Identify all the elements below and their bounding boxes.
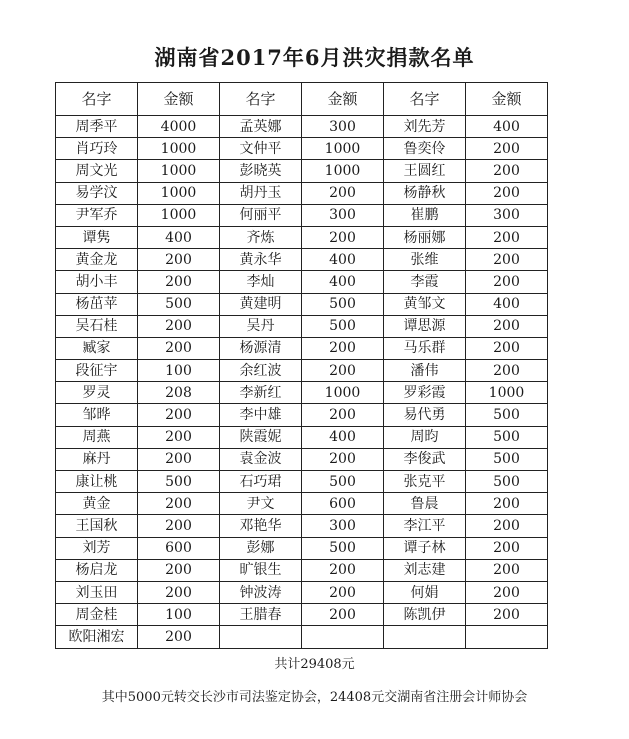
donation-amount-cell: 200 xyxy=(138,493,220,515)
donation-amount-cell: 200 xyxy=(302,448,384,470)
donation-amount-cell: 200 xyxy=(466,315,548,337)
table-row xyxy=(56,426,548,448)
donation-amount-cell: 200 xyxy=(138,249,220,271)
donor-name-cell: 鲁晨 xyxy=(384,493,466,515)
donation-amount-cell: 1000 xyxy=(302,160,384,182)
table-row xyxy=(56,448,548,470)
donor-name-cell: 杨源清 xyxy=(220,337,302,359)
table-row xyxy=(56,337,548,359)
donation-amount-cell: 200 xyxy=(138,581,220,603)
donor-name-cell: 潘伟 xyxy=(384,360,466,382)
donor-name-cell: 周季平 xyxy=(56,116,138,138)
donor-name-cell: 李中雄 xyxy=(220,404,302,426)
donor-name-cell: 周金桂 xyxy=(56,604,138,626)
header-amount-2: 金额 xyxy=(302,83,384,116)
donor-name-cell: 齐炼 xyxy=(220,226,302,248)
donor-name-cell: 欧阳湘宏 xyxy=(56,626,138,648)
donation-amount-cell: 4000 xyxy=(138,116,220,138)
table-row xyxy=(56,160,548,182)
table-header-row xyxy=(56,83,548,116)
table-row xyxy=(56,138,548,160)
donor-name-cell: 杨启龙 xyxy=(56,559,138,581)
donor-name-cell: 刘先芳 xyxy=(384,116,466,138)
donor-name-cell: 鲁奕伶 xyxy=(384,138,466,160)
donor-name-cell: 王国秋 xyxy=(56,515,138,537)
donor-name-cell: 刘玉田 xyxy=(56,581,138,603)
donor-name-cell: 黄建明 xyxy=(220,293,302,315)
donation-amount-cell: 200 xyxy=(138,559,220,581)
donation-amount-cell: 500 xyxy=(466,426,548,448)
table-row xyxy=(56,404,548,426)
page-title: 湖南省2017年6月洪灾捐款名单 xyxy=(154,45,475,70)
donation-amount-cell: 500 xyxy=(138,471,220,493)
donation-amount-cell: 200 xyxy=(466,182,548,204)
table-row xyxy=(56,226,548,248)
table-row xyxy=(56,559,548,581)
donor-name-cell: 吴丹 xyxy=(220,315,302,337)
donor-name-cell: 钟波涛 xyxy=(220,581,302,603)
donation-amount-cell: 200 xyxy=(138,448,220,470)
donor-name-cell: 周文光 xyxy=(56,160,138,182)
donation-amount-cell: 200 xyxy=(302,404,384,426)
table-row xyxy=(56,604,548,626)
donor-name-cell: 李江平 xyxy=(384,515,466,537)
donation-amount-cell: 500 xyxy=(302,471,384,493)
allocation-note: 其中5000元转交长沙市司法鉴定协会，24408元交湖南省注册会计师协会 xyxy=(101,690,528,705)
table-row xyxy=(56,626,548,648)
donor-name-cell: 邓艳华 xyxy=(220,515,302,537)
donor-name-cell: 尹军乔 xyxy=(56,204,138,226)
donor-name-cell: 谭隽 xyxy=(56,226,138,248)
donation-amount-cell: 200 xyxy=(138,515,220,537)
donor-name-cell: 罗灵 xyxy=(56,382,138,404)
table-row xyxy=(56,293,548,315)
header-name-1: 名字 xyxy=(56,83,138,116)
donation-amount-cell: 500 xyxy=(302,315,384,337)
donation-amount-cell: 200 xyxy=(466,493,548,515)
donation-amount-cell: 300 xyxy=(302,116,384,138)
donor-name-cell: 袁金波 xyxy=(220,448,302,470)
donor-name-cell: 黄金 xyxy=(56,493,138,515)
donor-name-cell xyxy=(220,626,302,648)
donation-amount-cell: 1000 xyxy=(138,160,220,182)
donor-name-cell: 谭思源 xyxy=(384,315,466,337)
donation-amount-cell: 400 xyxy=(138,226,220,248)
table-row xyxy=(56,581,548,603)
donor-name-cell: 胡丹玉 xyxy=(220,182,302,204)
table-row xyxy=(56,271,548,293)
donor-name-cell: 李新红 xyxy=(220,382,302,404)
donor-name-cell: 何娟 xyxy=(384,581,466,603)
donation-amount-cell: 100 xyxy=(138,604,220,626)
donation-amount-cell: 200 xyxy=(466,226,548,248)
table-row xyxy=(56,471,548,493)
header-amount-3: 金额 xyxy=(466,83,548,116)
donor-name-cell: 邹晔 xyxy=(56,404,138,426)
donor-name-cell: 易代勇 xyxy=(384,404,466,426)
donation-amount-cell: 300 xyxy=(302,515,384,537)
total-text: 共计29408元 xyxy=(274,657,355,672)
donor-name-cell: 臧家 xyxy=(56,337,138,359)
donor-name-cell: 谭子林 xyxy=(384,537,466,559)
donor-name-cell: 段征宇 xyxy=(56,360,138,382)
donation-amount-cell: 200 xyxy=(466,360,548,382)
donor-name-cell: 肖巧玲 xyxy=(56,138,138,160)
donor-name-cell: 杨丽娜 xyxy=(384,226,466,248)
donation-amount-cell: 500 xyxy=(302,537,384,559)
header-name-3: 名字 xyxy=(384,83,466,116)
donor-name-cell: 杨静秋 xyxy=(384,182,466,204)
donation-amount-cell: 200 xyxy=(466,337,548,359)
donor-name-cell: 马乐群 xyxy=(384,337,466,359)
donation-amount-cell: 1000 xyxy=(466,382,548,404)
donation-amount-cell: 600 xyxy=(302,493,384,515)
donation-amount-cell: 400 xyxy=(302,271,384,293)
donor-name-cell: 陕霞妮 xyxy=(220,426,302,448)
donation-amount-cell: 200 xyxy=(466,138,548,160)
table-row xyxy=(56,537,548,559)
donation-amount-cell: 500 xyxy=(466,471,548,493)
donor-name-cell: 何丽平 xyxy=(220,204,302,226)
donation-amount-cell: 1000 xyxy=(302,382,384,404)
donation-amount-cell xyxy=(466,626,548,648)
donor-name-cell: 孟英娜 xyxy=(220,116,302,138)
donor-name-cell: 王腊春 xyxy=(220,604,302,626)
donation-amount-cell: 400 xyxy=(466,293,548,315)
table-row xyxy=(56,204,548,226)
donation-amount-cell: 500 xyxy=(466,404,548,426)
donor-name-cell: 余红波 xyxy=(220,360,302,382)
donation-amount-cell: 1000 xyxy=(138,138,220,160)
donor-name-cell: 周昀 xyxy=(384,426,466,448)
donation-amount-cell: 200 xyxy=(466,604,548,626)
donation-amount-cell: 400 xyxy=(302,249,384,271)
donation-amount-cell: 200 xyxy=(302,337,384,359)
donation-amount-cell: 200 xyxy=(466,559,548,581)
table-row xyxy=(56,515,548,537)
donation-amount-cell: 200 xyxy=(466,160,548,182)
donor-name-cell: 麻丹 xyxy=(56,448,138,470)
donation-amount-cell: 200 xyxy=(466,581,548,603)
donation-amount-cell: 200 xyxy=(302,226,384,248)
donation-amount-cell: 200 xyxy=(302,581,384,603)
donor-name-cell: 彭晓英 xyxy=(220,160,302,182)
donor-name-cell: 文仲平 xyxy=(220,138,302,160)
donor-name-cell: 康让桃 xyxy=(56,471,138,493)
donation-amount-cell: 300 xyxy=(302,204,384,226)
donation-amount-cell: 200 xyxy=(466,249,548,271)
donation-amount-cell: 1000 xyxy=(138,204,220,226)
donation-amount-cell: 1000 xyxy=(138,182,220,204)
donation-amount-cell: 200 xyxy=(138,626,220,648)
donor-name-cell: 旷银生 xyxy=(220,559,302,581)
donation-amount-cell: 300 xyxy=(466,204,548,226)
table-row xyxy=(56,116,548,138)
donation-amount-cell: 100 xyxy=(138,360,220,382)
table-row xyxy=(56,493,548,515)
donor-name-cell: 王圆红 xyxy=(384,160,466,182)
table-row xyxy=(56,360,548,382)
donor-name-cell: 刘芳 xyxy=(56,537,138,559)
table-row xyxy=(56,382,548,404)
table-row xyxy=(56,182,548,204)
donation-amount-cell xyxy=(302,626,384,648)
donor-name-cell: 罗彩霞 xyxy=(384,382,466,404)
donation-amount-cell: 200 xyxy=(138,337,220,359)
donor-name-cell: 吴石桂 xyxy=(56,315,138,337)
table-body xyxy=(56,116,548,649)
donation-amount-cell: 1000 xyxy=(302,138,384,160)
donation-amount-cell: 208 xyxy=(138,382,220,404)
donation-amount-cell: 200 xyxy=(138,404,220,426)
donor-name-cell: 易学汶 xyxy=(56,182,138,204)
donor-name-cell: 杨茁苹 xyxy=(56,293,138,315)
donation-amount-cell: 200 xyxy=(302,182,384,204)
donor-name-cell: 黄永华 xyxy=(220,249,302,271)
table-row xyxy=(56,249,548,271)
donor-name-cell: 周燕 xyxy=(56,426,138,448)
donor-name-cell: 石巧珺 xyxy=(220,471,302,493)
donor-name-cell: 陈凯伊 xyxy=(384,604,466,626)
donation-amount-cell: 500 xyxy=(302,293,384,315)
donation-amount-cell: 200 xyxy=(138,426,220,448)
donor-name-cell: 李霞 xyxy=(384,271,466,293)
donation-amount-cell: 200 xyxy=(466,271,548,293)
donor-name-cell: 尹文 xyxy=(220,493,302,515)
donation-amount-cell: 400 xyxy=(302,426,384,448)
donor-name-cell: 张克平 xyxy=(384,471,466,493)
donor-name-cell xyxy=(384,626,466,648)
donor-name-cell: 刘志建 xyxy=(384,559,466,581)
donation-amount-cell: 200 xyxy=(302,360,384,382)
donor-name-cell: 李俊武 xyxy=(384,448,466,470)
table-row xyxy=(56,315,548,337)
donor-name-cell: 胡小丰 xyxy=(56,271,138,293)
donation-amount-cell: 500 xyxy=(466,448,548,470)
donation-amount-cell: 400 xyxy=(466,116,548,138)
donor-name-cell: 彭娜 xyxy=(220,537,302,559)
donation-amount-cell: 600 xyxy=(138,537,220,559)
donation-amount-cell: 200 xyxy=(466,537,548,559)
donor-name-cell: 张维 xyxy=(384,249,466,271)
donor-name-cell: 李灿 xyxy=(220,271,302,293)
header-name-2: 名字 xyxy=(220,83,302,116)
donation-amount-cell: 200 xyxy=(302,559,384,581)
header-amount-1: 金额 xyxy=(138,83,220,116)
donor-name-cell: 黄金龙 xyxy=(56,249,138,271)
donor-name-cell: 崔鹏 xyxy=(384,204,466,226)
donor-name-cell: 黄邹文 xyxy=(384,293,466,315)
donation-amount-cell: 500 xyxy=(138,293,220,315)
donation-amount-cell: 200 xyxy=(138,315,220,337)
donation-amount-cell: 200 xyxy=(466,515,548,537)
donation-table xyxy=(55,82,548,649)
donation-amount-cell: 200 xyxy=(302,604,384,626)
donation-amount-cell: 200 xyxy=(138,271,220,293)
